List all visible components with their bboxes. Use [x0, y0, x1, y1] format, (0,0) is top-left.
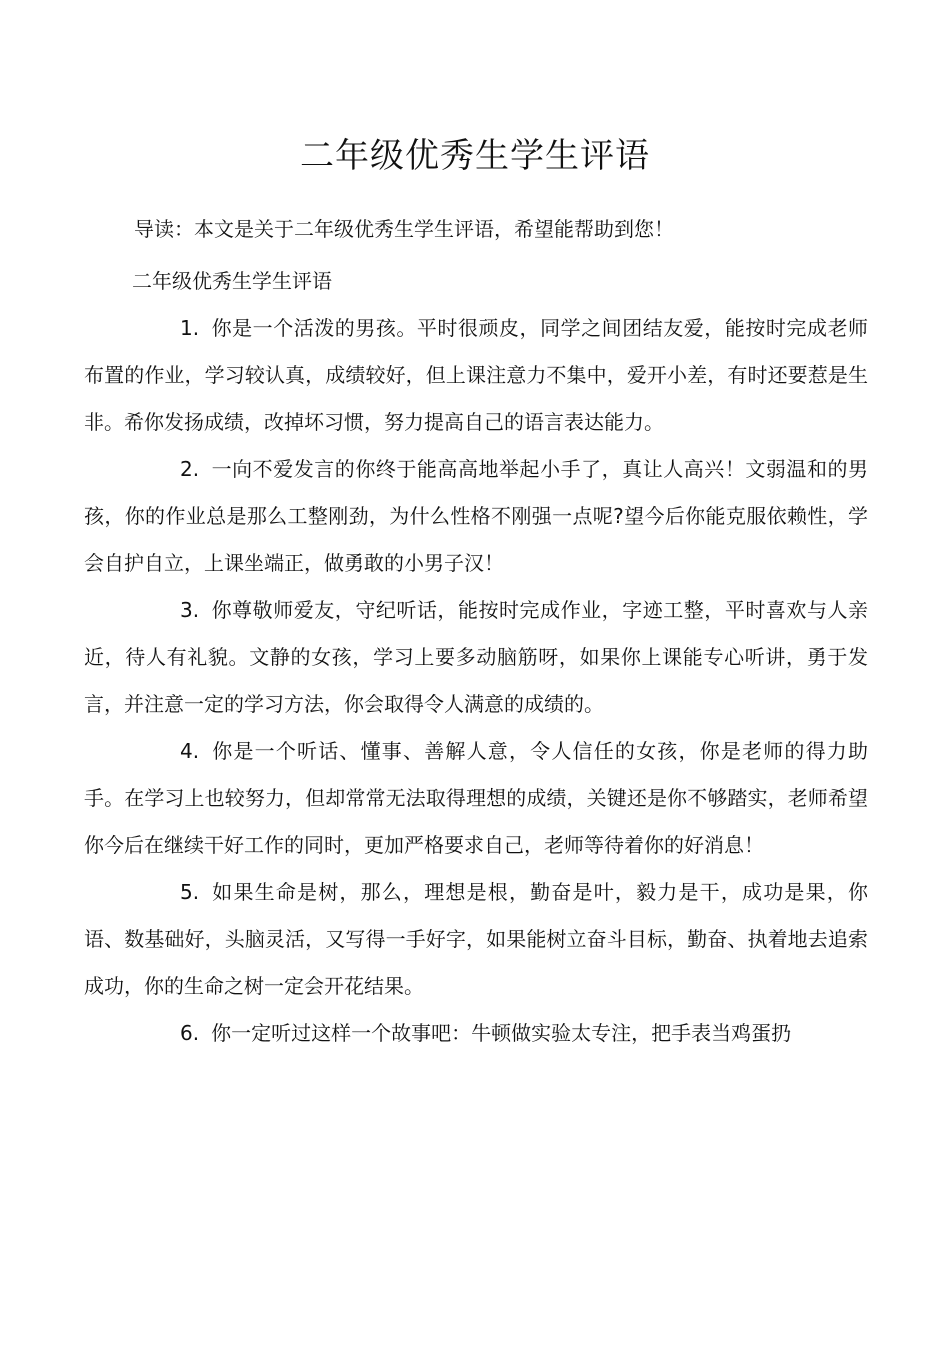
- comment-paragraph-6: [84, 1010, 868, 1057]
- comment-number: 2.: [180, 457, 200, 481]
- comment-number: 6.: [180, 1021, 200, 1045]
- comment-text: 你是一个听话、懂事、善解人意，令人信任的女孩，你是老师的得力助手。在学习上也较努力，但却常常无法取得理想的成绩，关键还是你不够踏实，老师希望你今后在继续干好工作的同时，更加严格要求自己，老师等待着你的好消息！: [84, 739, 868, 857]
- document-body: [84, 258, 868, 1057]
- comment-paragraph-3: [84, 587, 868, 728]
- comment-number: 5.: [180, 880, 200, 904]
- document-title: 二年级优秀生学生评语: [300, 136, 650, 176]
- comment-paragraph-4: [84, 728, 868, 869]
- comment-number: 3.: [180, 598, 200, 622]
- comment-text: 你一定听过这样一个故事吧：牛顿做实验太专注，把手表当鸡蛋扔: [211, 1021, 792, 1045]
- comment-number: 4.: [180, 739, 200, 763]
- document-lead: 导读：本文是关于二年级优秀生学生评语，希望能帮助到您！: [134, 217, 674, 241]
- comment-number: 1.: [180, 316, 200, 340]
- comment-text: 你是一个活泼的男孩。平时很顽皮，同学之间团结友爱，能按时完成老师布置的作业，学习较认真，成绩较好，但上课注意力不集中，爱开小差，有时还要惹是生非。希你发扬成绩，改掉坏习惯，努力提高自己的语言表达能力。: [84, 316, 868, 434]
- comment-text: 一向不爱发言的你终于能高高地举起小手了，真让人高兴！文弱温和的男孩，你的作业总是那么工整刚劲，为什么性格不刚强一点呢?望今后你能克服依赖性，学会自护自立，上课坐端正，做勇敢的小男子汉！: [84, 457, 868, 575]
- comment-paragraph-2: [84, 446, 868, 587]
- comment-paragraph-1: [84, 305, 868, 446]
- comment-text: 如果生命是树，那么，理想是根，勤奋是叶，毅力是干，成功是果，你语、数基础好，头脑灵活，又写得一手好字，如果能树立奋斗目标，勤奋、执着地去追索成功，你的生命之树一定会开花结果。: [84, 880, 868, 998]
- comment-paragraph-5: [84, 869, 868, 1010]
- section-heading: 二年级优秀生学生评语: [132, 269, 332, 293]
- comment-text: 你尊敬师爱友，守纪听话，能按时完成作业，字迹工整，平时喜欢与人亲近，待人有礼貌。文静的女孩，学习上要多动脑筋呀，如果你上课能专心听讲，勇于发言，并注意一定的学习方法，你会取得令人满意的成绩的。: [84, 598, 868, 716]
